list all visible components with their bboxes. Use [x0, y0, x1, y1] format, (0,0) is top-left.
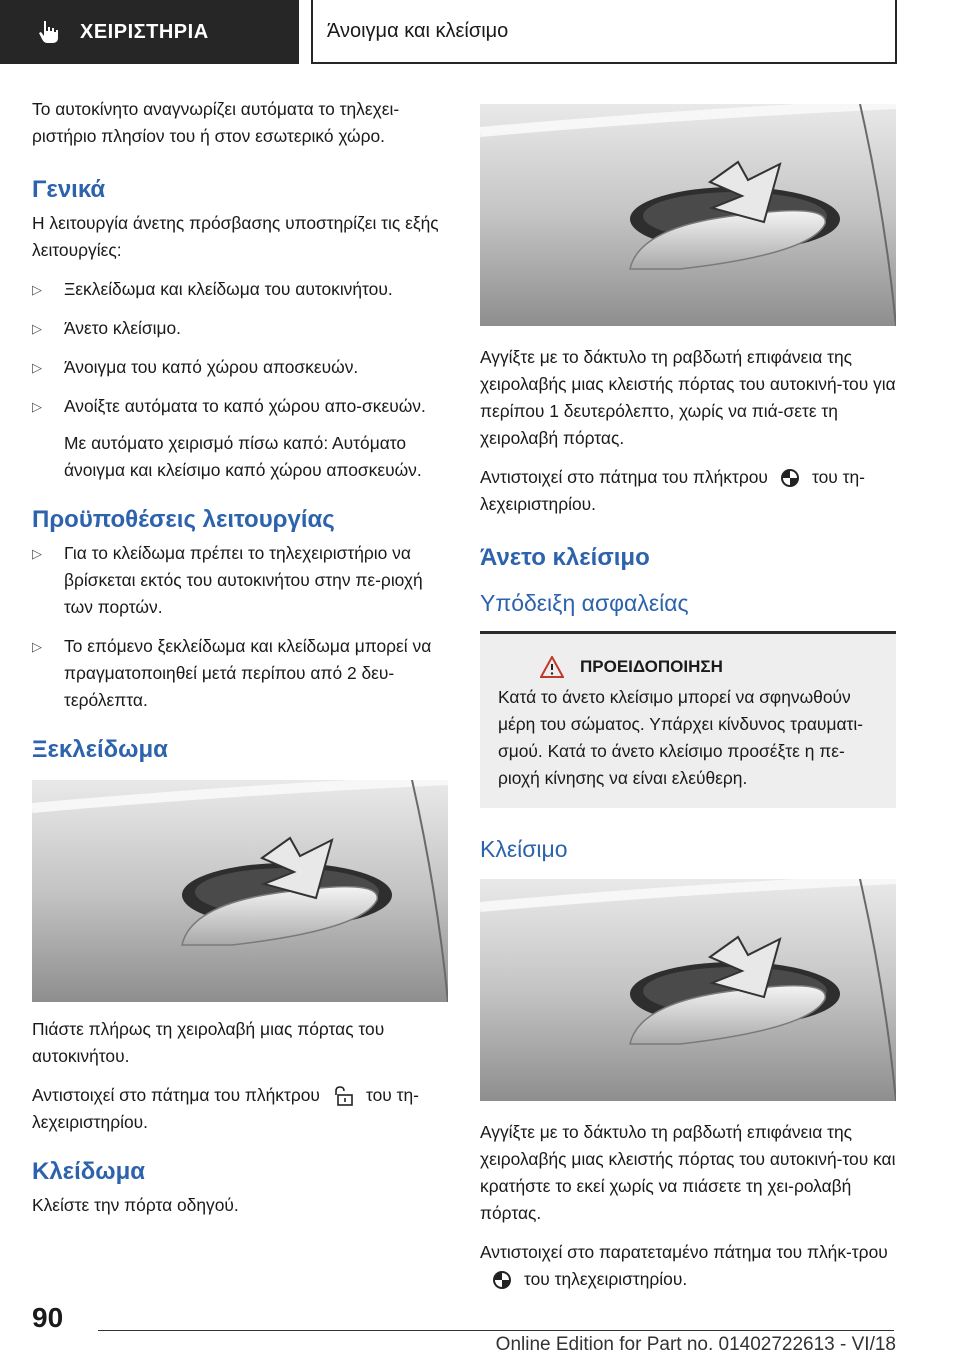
close-equivalent: Αντιστοιχεί στο παρατεταμένο πάτημα του πλήκ-τρουτου τηλεχειριστηρίου.: [480, 1242, 888, 1289]
triangle-bullet-icon: ▷: [32, 321, 42, 336]
unlock-key-icon: [332, 1086, 354, 1106]
warning-triangle-icon: [540, 656, 564, 678]
header-section-tab[interactable]: [0, 0, 299, 64]
page-number: 90: [32, 1302, 64, 1333]
header-section-title: ΧΕΙΡΙΣΤΗΡΙΑ: [80, 20, 209, 43]
heading-lock: Κλείδωμα: [32, 1158, 146, 1185]
triangle-bullet-icon: ▷: [32, 639, 42, 654]
warning-title: ΠΡΟΕΙΔΟΠΟΙΗΣΗ: [580, 657, 723, 676]
header-chapter-title: Άνοιγμα και κλείσιμο: [327, 19, 509, 42]
list-item: ▷ Για το κλείδωμα πρέπει το τηλεχειριστήριο να βρίσκεται εκτός του αυτοκινήτου στην πε-ριοχή των πορτών.: [32, 540, 448, 621]
door-handle-photo: [32, 780, 448, 1002]
hand-pointer-icon: [36, 19, 62, 45]
list-item: ▷ Άνοιγμα του καπό χώρου αποσκευών.: [32, 354, 448, 381]
header-chapter: [311, 0, 897, 64]
left-column: [32, 96, 448, 1231]
unlock-equivalent: Αντιστοιχεί στο πάτημα του πλήκτρου του τη-λεχειριστηρίου.: [32, 1085, 419, 1132]
list-item: ▷ Άνετο κλείσιμο.: [32, 315, 448, 342]
heading-close: Κλείσιμο: [480, 836, 568, 862]
right-column: [480, 104, 896, 1305]
footer-divider: [98, 1330, 894, 1331]
heading-general: Γενικά: [32, 176, 106, 203]
triangle-bullet-icon: ▷: [32, 399, 42, 414]
lock-equivalent: Αντιστοιχεί στο πάτημα του πλήκτρου του τη-λεχειριστηρίου.: [480, 467, 865, 514]
door-handle-photo: [480, 104, 896, 326]
footer-text: Online Edition for Part no. 01402722613 - VI/18: [495, 1334, 896, 1355]
general-subnote: Με αυτόματο χειρισμό πίσω καπό: Αυτόματο άνοιγμα και κλείσιμο καπό χώρου αποσκευών.: [64, 433, 422, 480]
lock-text: Αγγίξτε με το δάκτυλο τη ραβδωτή επιφάνεια της χειρολαβής μιας κλειστής πόρτας του αυτοκινή-του για περίπου 1 δευτερόλεπτο, χωρίς να πιά-σετε τη χειρολαβή πόρτας.: [480, 347, 896, 448]
heading-prerequisites: Προϋποθέσεις λειτουργίας: [32, 506, 335, 533]
brand-logo-key-icon: [780, 468, 800, 488]
general-text: Η λειτουργία άνετης πρόσβασης υποστηρίζει τις εξής λειτουργίες:: [32, 213, 439, 260]
triangle-bullet-icon: ▷: [32, 360, 42, 375]
general-list: [32, 276, 448, 420]
door-handle-photo: [480, 879, 896, 1101]
heading-unlock: Ξεκλείδωμα: [32, 736, 168, 763]
triangle-bullet-icon: ▷: [32, 282, 42, 297]
intro-text: Το αυτοκίνητο αναγνωρίζει αυτόματα το τηλεχει-ριστήριο πλησίον του ή στον εσωτερικό χώρο.: [32, 99, 400, 146]
heading-comfort-close: Άνετο κλείσιμο: [480, 544, 650, 571]
list-item: ▷ Το επόμενο ξεκλείδωμα και κλείδωμα μπορεί να πραγματοποιηθεί μετά περίπου από 2 δευ-τερόλεπτα.: [32, 633, 448, 714]
warning-text: Κατά το άνετο κλείσιμο μπορεί να σφηνωθούν μέρη του σώματος. Υπάρχει κίνδυνος τραυματι-σμού. Κατά το άνετο κλείσιμο προσέξτε η πε-ριοχή κίνησης να είναι ελεύθερη.: [498, 687, 864, 788]
lock-text-left: Κλείστε την πόρτα οδηγού.: [32, 1195, 239, 1215]
close-text: Αγγίξτε με το δάκτυλο τη ραβδωτή επιφάνεια της χειρολαβής μιας κλειστής πόρτας του αυτοκινή-του και κρατήστε το εκεί χωρίς να πιάσετε τη χει-ρολαβή πόρτας.: [480, 1122, 896, 1223]
unlock-text: Πιάστε πλήρως τη χειρολαβή μιας πόρτας του αυτοκινήτου.: [32, 1019, 385, 1066]
triangle-bullet-icon: ▷: [32, 546, 42, 561]
heading-safety-note: Υπόδειξη ασφαλείας: [480, 590, 689, 616]
brand-logo-key-icon: [492, 1270, 512, 1290]
list-item: ▷ Ανοίξτε αυτόματα το καπό χώρου απο-σκευών.: [32, 393, 448, 420]
prereq-list: [32, 540, 448, 714]
list-item: ▷ Ξεκλείδωμα και κλείδωμα του αυτοκινήτου.: [32, 276, 448, 303]
warning-box: [480, 631, 896, 808]
